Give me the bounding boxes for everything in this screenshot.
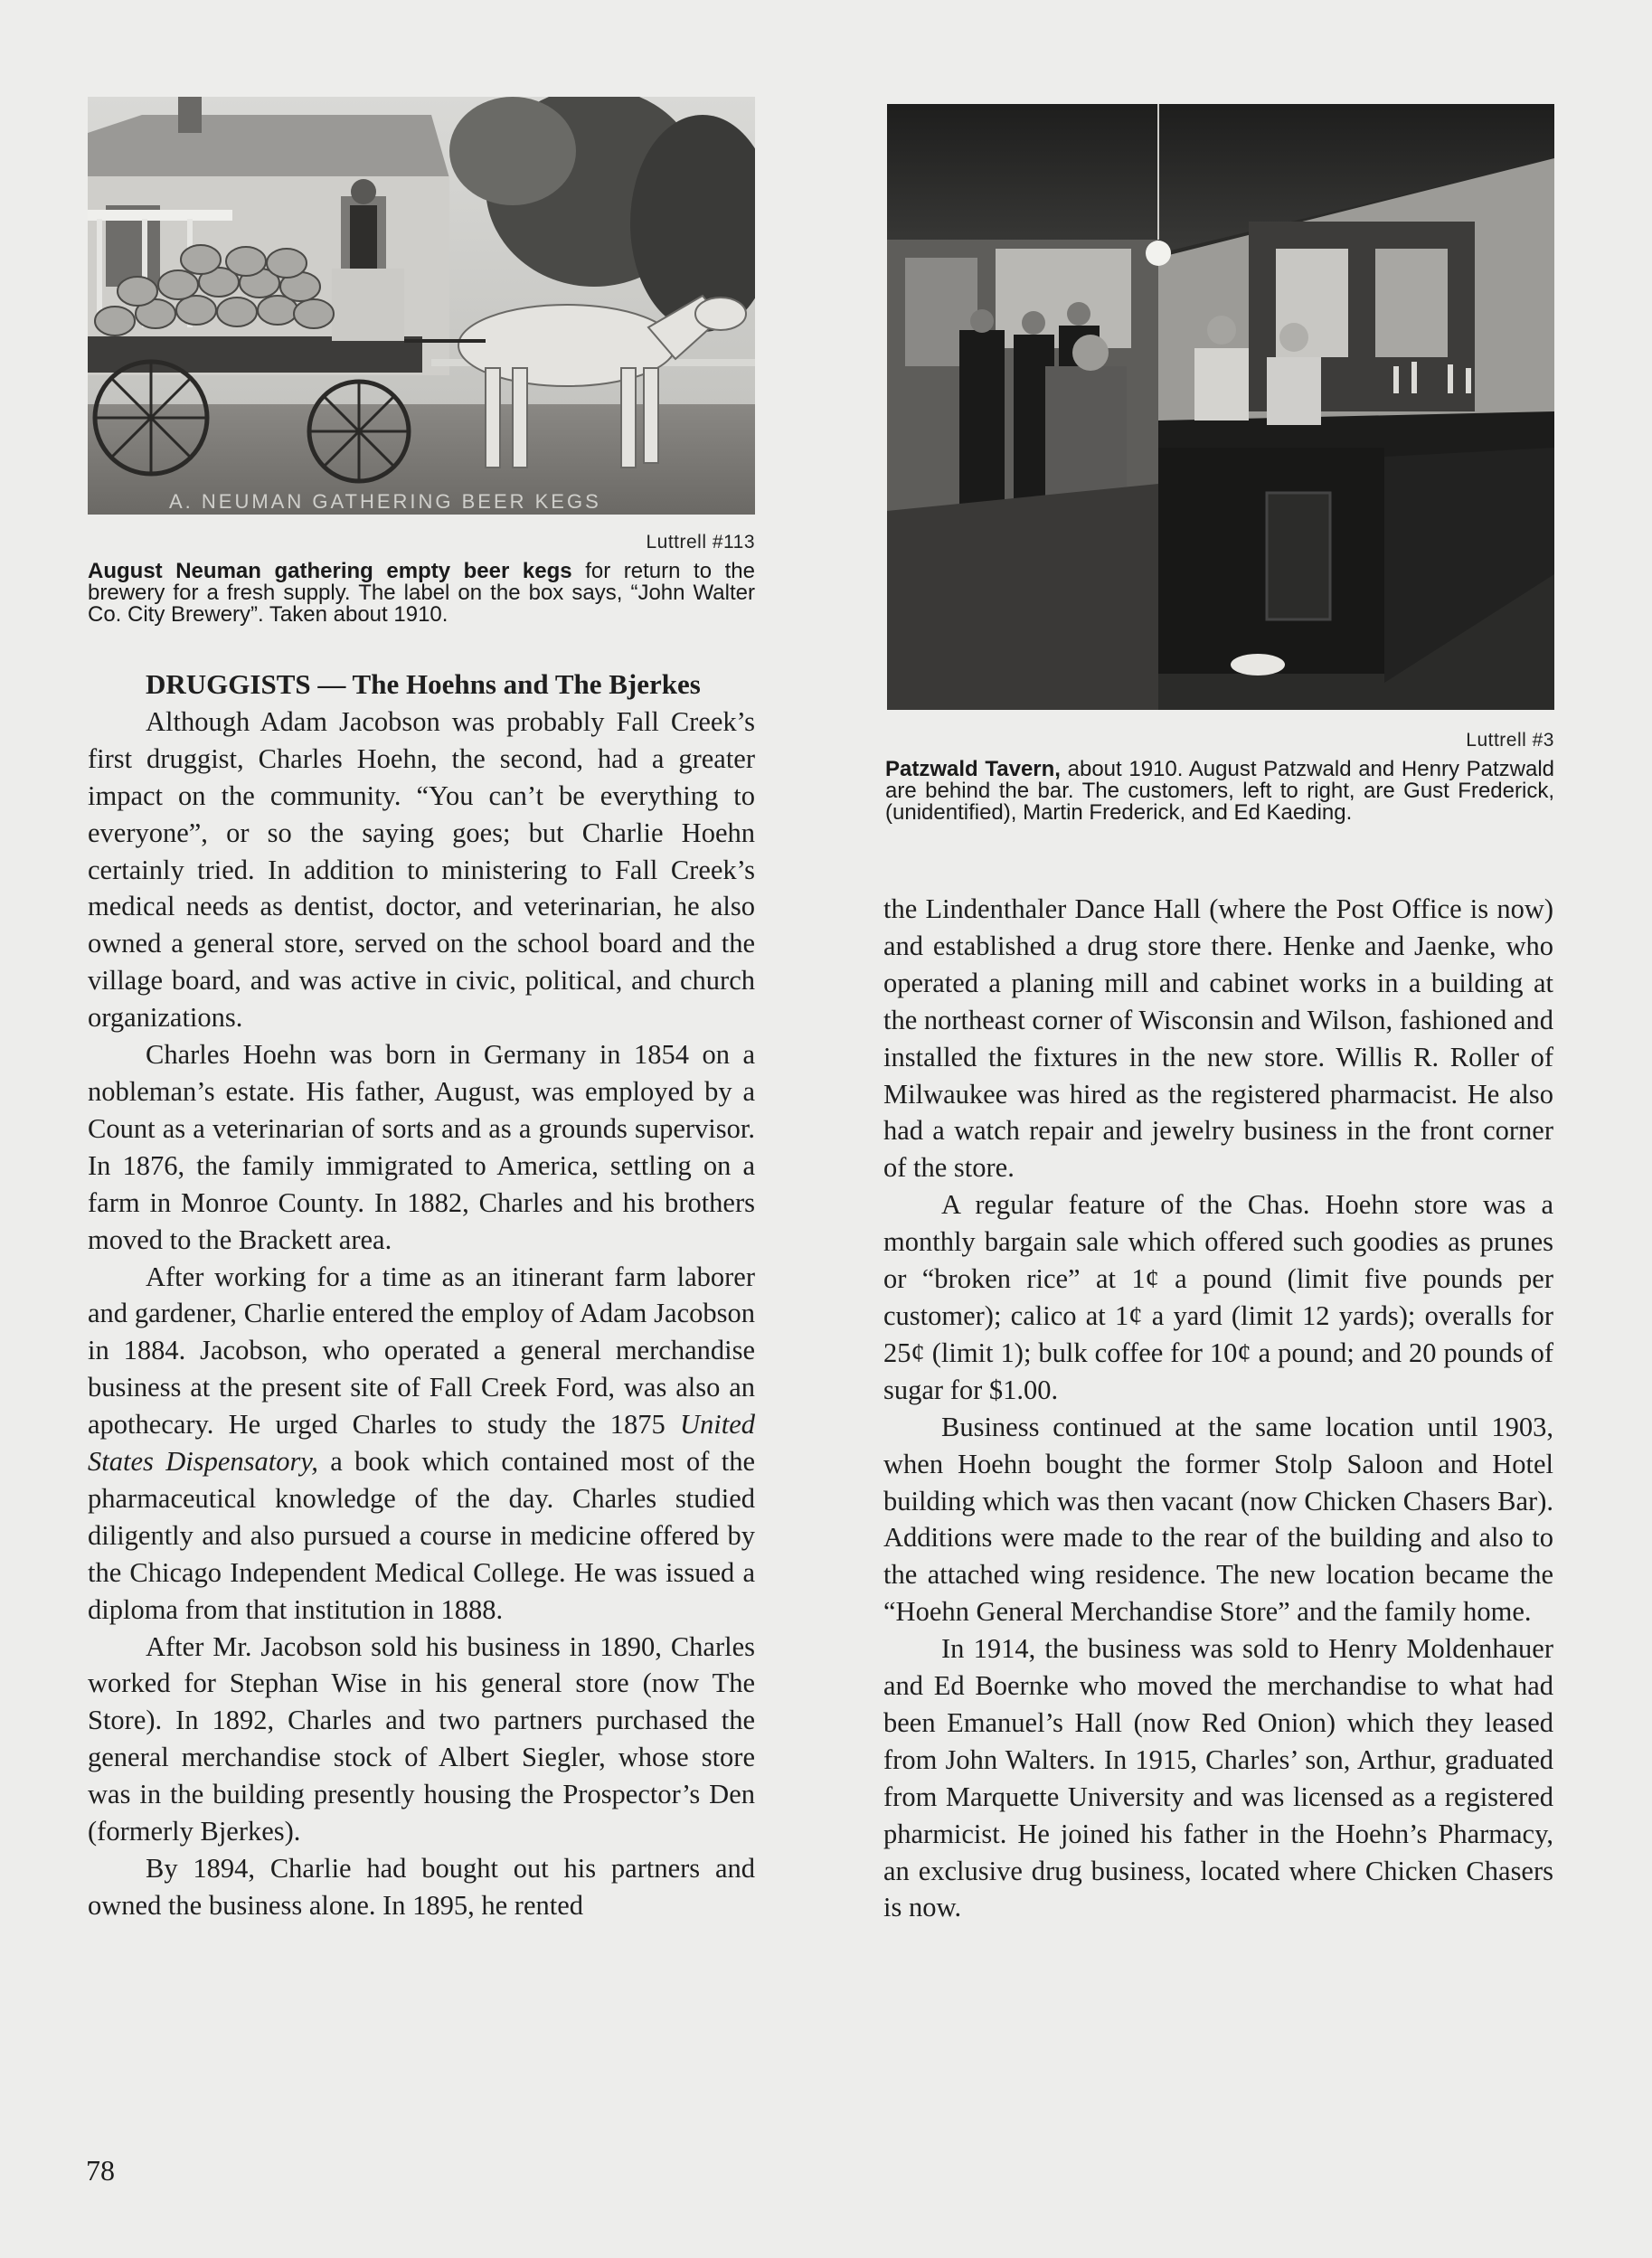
paragraph: After Mr. Jacobson sold his business in 1890, Charles worked for Stephan Wise in his general store (now The Store). In 1892, Charles and two partners purchased the general merchandise stock of Albert Siegler, whose store was in the building presently housing the Prospector’s Den (formerly Bjerkes).	[88, 1630, 755, 1847]
photo-patzwald-tavern	[887, 104, 1554, 710]
paragraph: the Lindenthaler Dance Hall (where the Post Office is now) and established a drug store there. Henke and Jaenke, who operated a planing mill and cabinet works in a building at the northeast corner of Wisconsin and Wilson, fashioned and installed the fixtures in the new store. Willis R. Roller of Milwaukee was hired as the registered pharmacist. He also had a watch repair and jewelry business in the front corner of the store.	[883, 893, 1553, 1184]
paragraph: A regular feature of the Chas. Hoehn store was a monthly bargain sale which offered such goodies as prunes or “broken rice” at 1¢ a pound (limit five pounds per customer); calico at 1¢ a yard (limit 12 yards); overalls for 25¢ (limit 1); bulk coffee for 10¢ a pound; and 20 pounds of sugar for $1.00.	[883, 1189, 1553, 1405]
left-text-column	[88, 666, 755, 1924]
page-number: 78	[86, 2154, 115, 2187]
paragraph	[88, 1259, 755, 1629]
right-text-column	[883, 891, 1553, 1926]
caption-title-right: Patzwald Tavern,	[885, 757, 1061, 781]
caption-text-left: for return to the brewery for a fresh supply. The label on the box says, “John Walter Co. City Brewery”. Taken about 1910.	[88, 559, 755, 627]
paragraph: By 1894, Charlie had bought out his partners and owned the business alone. In 1895, he rented	[88, 1853, 755, 1921]
paragraph-text: a book which contained most of the pharmaceutical knowledge of the day. Charles studied diligently and also pursued a course in medicine offered by the Chicago Independent Medical College. He was issued a diploma from that institution in 1888.	[88, 1446, 755, 1625]
photo-caption-left	[88, 561, 755, 626]
paragraph: Although Adam Jacobson was probably Fall Creek’s first druggist, Charles Hoehn, the second, had a greater impact on the community. “You can’t be everything to everyone”, or so the saying goes; but Charlie Hoehn certainly tried. In addition to ministering to Fall Creek’s medical needs as dentist, doctor, and veterinarian, he also owned a general store, served on the school board and the village board, and was active in civic, political, and church organizations.	[88, 705, 755, 1034]
caption-text-right: about 1910. August Patzwald and Henry Patzwald are behind the bar. The customers, left to right, are Gust Frederick, (unidentified), Martin Frederick, and Ed Kaeding.	[885, 757, 1554, 825]
photo-beer-kegs-wagon	[88, 97, 755, 515]
photo-inscription: A. NEUMAN GATHERING BEER KEGS	[169, 490, 601, 513]
photo-caption-right	[885, 759, 1554, 824]
paragraph: Business continued at the same location until 1903, when Hoehn bought the former Stolp Saloon and Hotel building which was then vacant (now Chicken Chasers Bar). Additions were made to the rear of the building and also to the attached wing residence. The new location became the “Hoehn General Merchandise Store” and the family home.	[883, 1411, 1553, 1628]
paragraph: In 1914, the business was sold to Henry Moldenhauer and Ed Boernke who moved the merchandise to what had been Emanuel’s Hall (now Red Onion) which they leased from John Walters. In 1915, Charles’ son, Arthur, graduated from Marquette University and was licensed as a registered pharmicist. He joined his father in the Hoehn’s Pharmacy, an exclusive drug business, located where Chicken Chasers is now.	[883, 1633, 1553, 1923]
photo-credit-right: Luttrell #3	[1466, 730, 1554, 751]
tavern-illustration	[887, 104, 1554, 710]
caption-title-left: August Neuman gathering empty beer kegs	[88, 559, 572, 583]
paragraph-text: After working for a time as an itinerant farm laborer and gardener, Charlie entered the employ of Adam Jacobson in 1884. Jacobson, who operated a general merchandise business at the present site of Fall Creek Ford, was also an apothecary. He urged Charles to study the 1875	[88, 1261, 755, 1441]
section-heading: DRUGGISTS — The Hoehns and The Bjerkes	[146, 668, 701, 700]
photo-credit-left: Luttrell #113	[646, 532, 755, 553]
paragraph: Charles Hoehn was born in Germany in 1854 on a nobleman’s estate. His father, August, was employed by a Count as a veterinarian of sorts and as a grounds supervisor. In 1876, the family immigrated to America, settling on a farm in Monroe County. In 1882, Charles and his brothers moved to the Brackett area.	[88, 1039, 755, 1255]
book-title: United States Dispensatory,	[88, 1409, 755, 1478]
wagon-illustration	[88, 97, 755, 515]
